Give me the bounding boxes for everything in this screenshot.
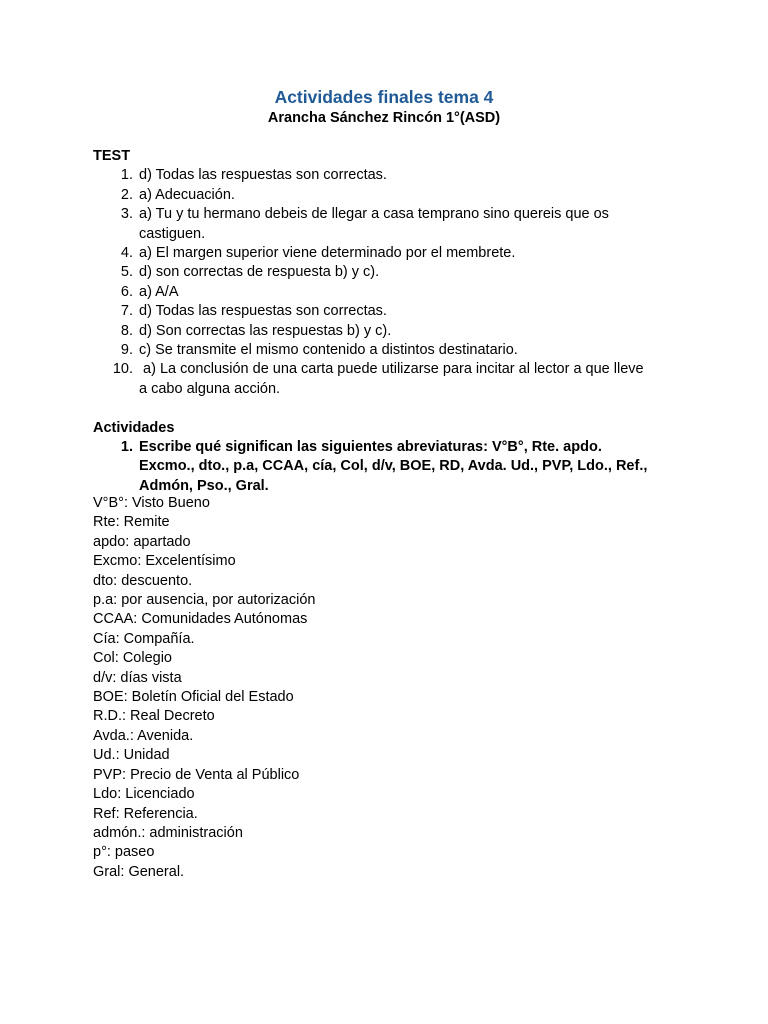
list-item — [93, 302, 653, 321]
document-title: Actividades finales tema 4 — [274, 87, 494, 107]
list-text: a) El margen superior viene determinado por el membrete. — [139, 245, 516, 262]
activity-question — [93, 438, 653, 496]
answer-line: Gral: General. — [93, 863, 185, 880]
list-item — [93, 205, 653, 244]
document-author: Arancha Sánchez Rincón 1°(ASD) — [267, 110, 501, 126]
list-item — [93, 166, 653, 185]
list-item — [93, 360, 653, 399]
list-item — [93, 244, 653, 263]
answer-line: admón.: administración — [93, 824, 243, 841]
list-text: d) Todas las respuestas son correctas. — [139, 167, 387, 184]
list-text: a) A/A — [139, 283, 179, 300]
list-item — [93, 341, 653, 360]
answer-line: Ref: Referencia. — [93, 805, 198, 822]
actividades-heading: Actividades — [93, 419, 175, 436]
answer-line: Avda.: Avenida. — [93, 727, 194, 744]
list-text: d) Todas las respuestas son correctas. — [139, 303, 387, 320]
list-number: 8. — [120, 322, 133, 339]
list-number: 9. — [120, 342, 133, 359]
list-number: 5. — [120, 264, 133, 281]
list-number: 4. — [120, 245, 133, 262]
list-number: 2. — [120, 186, 133, 203]
answer-line: Rte: Remite — [93, 514, 170, 531]
abbreviation-answers — [93, 494, 673, 882]
answer-line: Excmo: Excelentísimo — [93, 553, 236, 570]
test-answer-list — [93, 166, 653, 399]
answer-line: Ud.: Unidad — [93, 747, 170, 764]
answer-line: Cía: Compañía. — [93, 630, 195, 647]
answer-line: Col: Colegio — [93, 650, 172, 667]
list-number: 3. — [120, 206, 133, 223]
list-text: c) Se transmite el mismo contenido a distintos destinatario. — [139, 342, 518, 359]
list-number: 10. — [112, 361, 133, 378]
answer-line: BOE: Boletín Oficial del Estado — [93, 689, 294, 706]
activity-question-text: Escribe qué significan las siguientes abreviaturas: V°B°, Rte. apdo. Excmo., dto., p.a, CCAA, cía, Col, d/v, BOE, RD, Avda. Ud., PVP, Ldo., Ref., Admón, Pso., Gral. — [139, 439, 648, 494]
document-body — [93, 147, 653, 496]
list-number: 7. — [120, 303, 133, 320]
list-item — [93, 186, 653, 205]
list-text: d) Son correctas las respuestas b) y c). — [139, 322, 392, 339]
list-text: a) Adecuación. — [139, 186, 235, 203]
list-text: a) La conclusión de una carta puede utilizarse para incitar al lector a que lleve a cabo alguna acción. — [139, 361, 648, 397]
answer-line: dto: descuento. — [93, 572, 193, 589]
list-item — [93, 322, 653, 341]
answer-line: Ldo: Licenciado — [93, 786, 195, 803]
test-heading: TEST — [93, 148, 131, 164]
list-item — [93, 283, 653, 302]
section-spacer — [93, 399, 653, 418]
answer-line: p.a: por ausencia, por autorización — [93, 592, 316, 609]
answer-line: d/v: días vista — [93, 669, 182, 686]
list-text: d) son correctas de respuesta b) y c). — [139, 264, 380, 281]
list-item — [93, 263, 653, 282]
answer-line: p°: paseo — [93, 844, 155, 861]
answer-line: CCAA: Comunidades Autónomas — [93, 611, 308, 628]
answer-line: PVP: Precio de Venta al Público — [93, 766, 300, 783]
list-number: 1. — [120, 167, 133, 184]
list-number: 6. — [120, 283, 133, 300]
answer-line: R.D.: Real Decreto — [93, 708, 215, 725]
list-text: a) Tu y tu hermano debeis de llegar a casa temprano sino quereis que os castiguen. — [139, 206, 609, 242]
answer-line: apdo: apartado — [93, 533, 191, 550]
list-number: 1. — [120, 439, 133, 456]
answer-line: V°B°: Visto Bueno — [93, 495, 210, 511]
